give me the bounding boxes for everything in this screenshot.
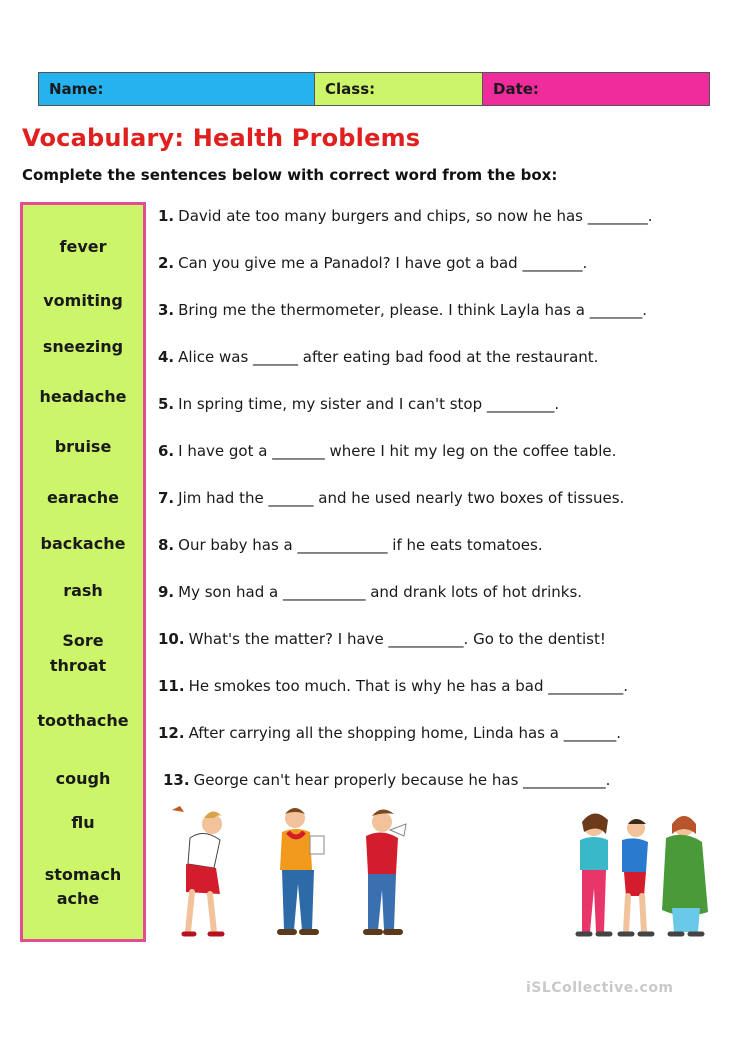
word-item: stomach — [44, 865, 122, 884]
sentence-number: 5. — [158, 395, 175, 413]
sentence-item — [158, 299, 647, 321]
word-item: cough — [55, 769, 111, 788]
word-item: backache — [40, 534, 126, 553]
class-label: Class: — [325, 80, 376, 98]
sentence-text: In spring time, my sister and I can't stop _________. — [178, 395, 560, 413]
word-item: sneezing — [42, 337, 124, 356]
sentence-text: George can't hear properly because he has ___________. — [193, 771, 611, 789]
name-field[interactable] — [39, 73, 315, 105]
woman-stomach-ache-figure — [172, 806, 222, 934]
word-box — [20, 202, 146, 942]
word-item: toothache — [37, 711, 129, 730]
sentence-item — [158, 440, 616, 462]
sentence-item — [158, 205, 653, 227]
word-item: throat — [49, 656, 107, 675]
sentence-text: After carrying all the shopping home, Linda has a _______. — [188, 724, 621, 742]
man-sneezing-figure — [366, 809, 406, 932]
sentence-number: 12. — [158, 724, 185, 742]
sentence-number: 7. — [158, 489, 175, 507]
sentence-number: 1. — [158, 207, 175, 225]
date-field[interactable] — [483, 73, 709, 105]
header-bar — [38, 72, 710, 106]
woman-headache-figure — [578, 813, 610, 934]
sentence-number: 8. — [158, 536, 175, 554]
sentence-item — [158, 675, 628, 697]
word-item: flu — [71, 813, 95, 832]
sentence-number: 10. — [158, 630, 185, 648]
sentence-text: My son had a ___________ and drank lots of hot drinks. — [178, 583, 583, 601]
man-with-medicine-figure — [280, 808, 324, 932]
name-label: Name: — [49, 80, 104, 98]
word-item: earache — [46, 488, 120, 507]
sentence-text: Alice was ______ after eating bad food at the restaurant. — [178, 348, 599, 366]
sentence-text: Our baby has a ____________ if he eats tomatoes. — [178, 536, 543, 554]
word-item: vomiting — [43, 291, 123, 310]
sentence-number: 11. — [158, 677, 185, 695]
word-item: headache — [39, 387, 127, 406]
sick-group-illustration — [566, 808, 716, 948]
date-label: Date: — [493, 80, 539, 98]
sentence-text: Bring me the thermometer, please. I think Layla has a _______. — [178, 301, 647, 319]
sentence-item — [158, 393, 559, 415]
sentence-number: 6. — [158, 442, 175, 460]
sick-people-illustration — [160, 800, 440, 950]
man-backache-figure — [620, 819, 652, 934]
sentence-text: Can you give me a Panadol? I have got a bad ________. — [178, 254, 588, 272]
sentence-number: 9. — [158, 583, 175, 601]
sentence-number: 2. — [158, 254, 175, 272]
sentence-text: He smokes too much. That is why he has a bad __________. — [188, 677, 629, 695]
sentence-text: Jim had the ______ and he used nearly two boxes of tissues. — [178, 489, 625, 507]
sentence-item — [158, 252, 587, 274]
word-item: rash — [63, 581, 103, 600]
sentence-item — [163, 769, 610, 791]
watermark: iSLCollective.com — [526, 980, 674, 996]
sentence-text: David ate too many burgers and chips, so now he has ________. — [178, 207, 653, 225]
sentence-item — [158, 487, 624, 509]
sentence-number: 13. — [163, 771, 190, 789]
instruction-text: Complete the sentences below with correct word from the box: — [22, 166, 558, 184]
word-item: fever — [59, 237, 107, 256]
class-field[interactable] — [315, 73, 483, 105]
word-item: bruise — [54, 437, 112, 456]
page-title: Vocabulary: Health Problems — [22, 124, 421, 152]
word-item: ache — [56, 889, 100, 908]
sentence-number: 3. — [158, 301, 175, 319]
sentence-number: 4. — [158, 348, 175, 366]
sentence-text: I have got a _______ where I hit my leg on the coffee table. — [178, 442, 617, 460]
sentence-item — [158, 534, 543, 556]
sentence-item — [158, 722, 621, 744]
sentence-item — [158, 581, 582, 603]
sentence-text: What's the matter? I have __________. Go to the dentist! — [188, 630, 606, 648]
word-item: Sore — [62, 631, 104, 650]
sentence-item — [158, 628, 606, 650]
sentence-item — [158, 346, 598, 368]
woman-with-blanket-figure — [662, 816, 708, 934]
